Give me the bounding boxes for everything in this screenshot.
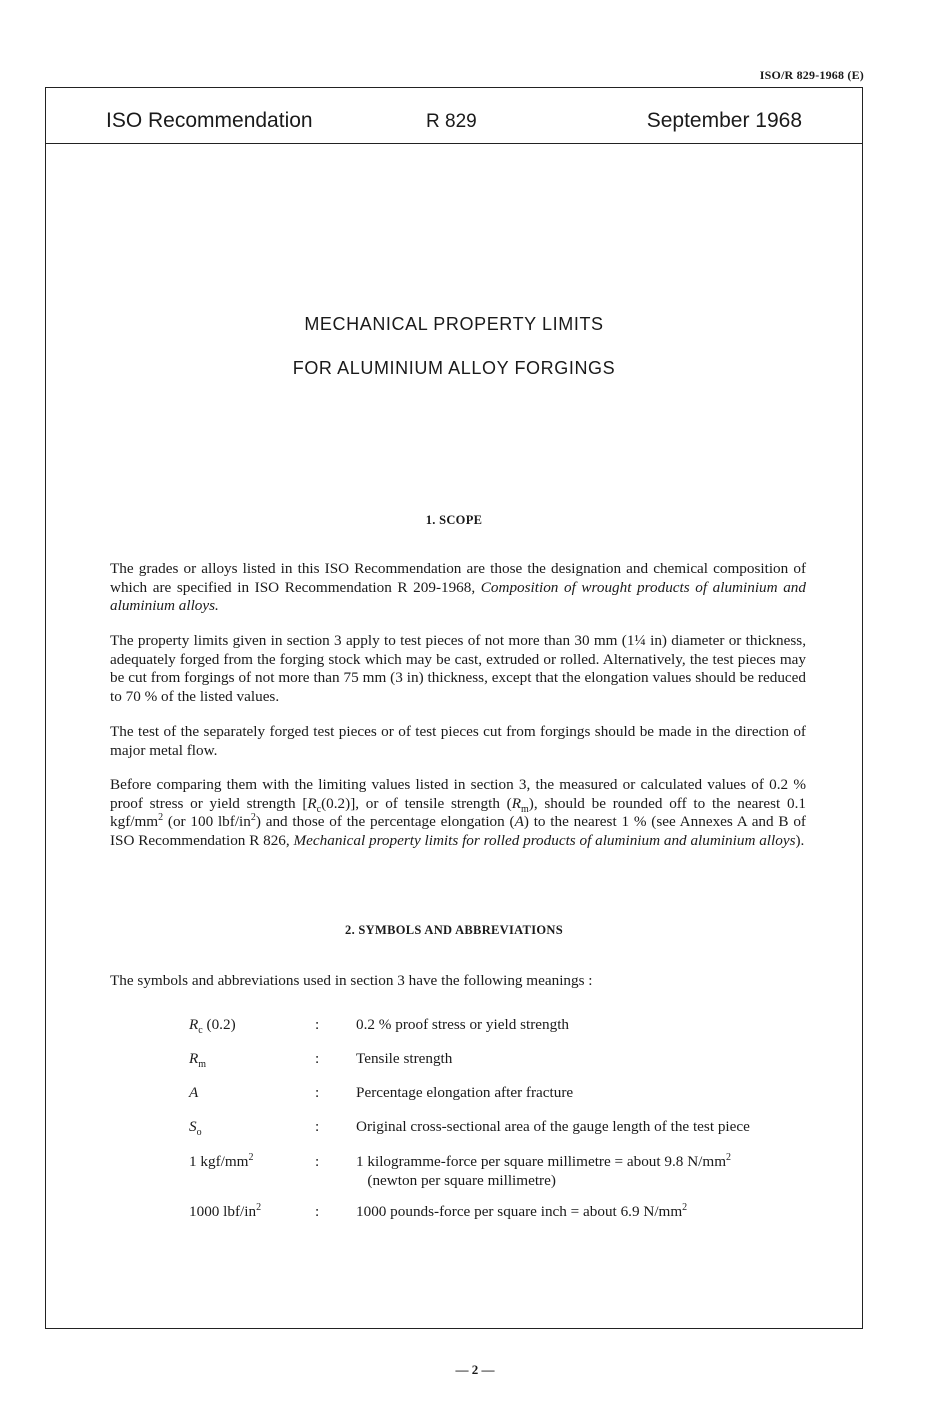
colon: : [315, 1153, 320, 1170]
scope-paragraph-2: The property limits given in section 3 apply to test pieces of not more than 30 mm (1¼ in) diameter or thickness, adequately forged from the forging stock which may be cast, extruded or rolled. Alternatively, the test pieces may be cut from forgings of not more than 75 mm (3 in) thickness, except that the elongation values should be reduced to 70 % of the listed values. [110, 632, 806, 705]
scope-paragraph-3: The test of the separately forged test pieces or of test pieces cut from forgings should be made in the direction of major metal flow. [110, 723, 806, 759]
colon: : [315, 1203, 320, 1220]
symbol: $R_c$ (0.2) [189, 1016, 236, 1037]
colon: : [315, 1050, 320, 1067]
header-publication: ISO Recommendation [106, 109, 313, 132]
title-line-2: FOR ALUMINIUM ALLOY FORGINGS [292, 358, 616, 378]
symbol-meaning: 1000 pounds-force per square inch = about 6.9 $N/mm^2$ [356, 1201, 688, 1220]
scope-paragraph-4: Before comparing them with the limiting values listed in section 3, the measured or calculated values of 0.2 % proof stress or yield strength $[R_c(0.2)]$, or of tensile strength $(R_m)$, should be rounded off to the nearest 0.1 kgf/$mm^2$ (or 100 lbf/$in^2$) and those of the percentage elongation (A) to the nearest 1 % (see Annexes A and B of ISO Recommendation R 826, Mechanical property limits for rolled products of aluminium and aluminium alloys). [110, 776, 806, 849]
symbol-meaning: Tensile strength [356, 1050, 453, 1067]
symbol-meaning: 1 kilogramme-force per square millimetre = about 9.8 $N/mm^2$ (newton per square millimetre) [356, 1151, 732, 1189]
symbol-meaning: Original cross-sectional area of the gauge length of the test piece [356, 1118, 750, 1135]
colon: : [315, 1084, 320, 1101]
colon: : [315, 1118, 320, 1135]
symbol: $R_m$ [189, 1050, 207, 1071]
page-frame [45, 87, 863, 1329]
scope-paragraph-1: The grades or alloys listed in this ISO Recommendation are those the designation and chemical composition of which are specified in ISO Recommendation R 209-1968, Composition of wrought products of aluminium and aluminium alloys. [110, 560, 806, 615]
symbol: 1000 lbf/$in^2$ [189, 1201, 262, 1220]
document-reference: ISO/R 829-1968 (E) [759, 68, 864, 82]
symbol-meaning: 0.2 % proof stress or yield strength [356, 1016, 570, 1033]
symbol: A [189, 1084, 199, 1101]
header-date: September 1968 [646, 109, 802, 132]
header-band [46, 88, 862, 144]
colon: : [315, 1016, 320, 1033]
section-2-heading: 2. SYMBOLS AND ABBREVIATIONS [345, 923, 563, 937]
symbol: 1 kgf/$mm^2$ [189, 1151, 254, 1170]
symbol-meaning: Percentage elongation after fracture [356, 1084, 574, 1101]
header-number: R 829 [426, 111, 477, 132]
symbol: $S_o$ [189, 1118, 202, 1139]
section-1-heading: 1. SCOPE [425, 513, 483, 527]
page-number: — 2 — [455, 1362, 495, 1377]
title-line-1: MECHANICAL PROPERTY LIMITS [304, 314, 604, 334]
symbols-intro: The symbols and abbreviations used in section 3 have the following meanings : [110, 972, 593, 989]
